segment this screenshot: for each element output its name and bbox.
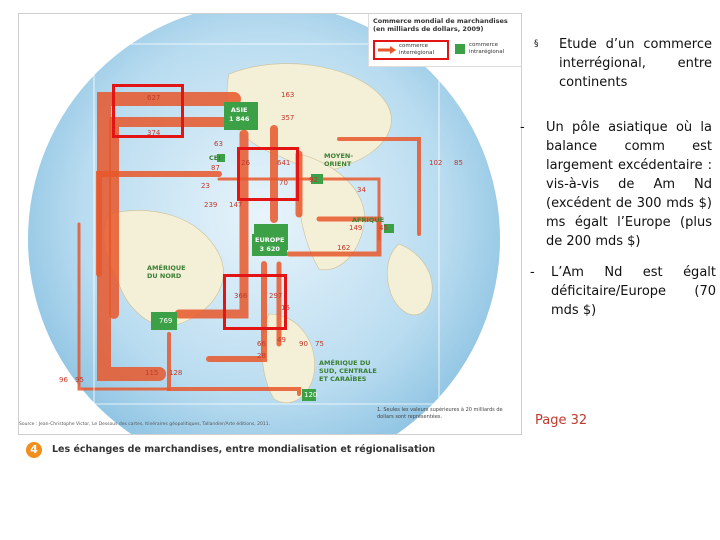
flow-115: 115 bbox=[145, 369, 159, 377]
flow-87: 87 bbox=[211, 164, 220, 172]
flow-28: 28 bbox=[257, 352, 266, 360]
flow-45: 45 bbox=[379, 224, 388, 232]
map-legend bbox=[368, 14, 521, 67]
flow-23: 23 bbox=[201, 182, 210, 190]
trade-map bbox=[18, 13, 522, 435]
flow-85: 85 bbox=[454, 159, 463, 167]
amerique-sud-value: 120 bbox=[304, 391, 318, 399]
flow-641: 641 bbox=[277, 159, 291, 167]
region-afrique: AFRIQUE bbox=[352, 216, 385, 224]
flow-26: 26 bbox=[241, 159, 250, 167]
flow-90: 90 bbox=[299, 340, 308, 348]
flow-102: 102 bbox=[429, 159, 443, 167]
flow-66: 66 bbox=[257, 340, 266, 348]
dash-item-north-america-text: L’Am Nd est égalt déficitaire/Europe (70 mds $) bbox=[551, 265, 716, 318]
globe-graphic bbox=[19, 14, 521, 434]
figure-title: Les échanges de marchandises, entre mondialisation et régionalisation bbox=[52, 444, 436, 455]
europe-label: EUROPE bbox=[255, 236, 285, 244]
flow-95: 95 bbox=[75, 376, 84, 384]
flow-374: 374 bbox=[147, 129, 161, 137]
dash-marker: - bbox=[530, 265, 535, 280]
legend-inter-label: commerce interrégional bbox=[399, 43, 435, 56]
flow-34: 34 bbox=[357, 186, 366, 194]
legend-item-intra bbox=[455, 42, 519, 60]
amerique-nord-value: 769 bbox=[159, 317, 173, 325]
figure-number: 4 bbox=[26, 442, 42, 458]
flow-163: 163 bbox=[281, 91, 295, 99]
flow-147: 147 bbox=[229, 201, 243, 209]
flow-366: 366 bbox=[234, 292, 248, 300]
region-asie bbox=[226, 104, 252, 126]
flow-162: 162 bbox=[337, 244, 351, 252]
flow-92: 92 bbox=[309, 176, 318, 184]
flow-70: 70 bbox=[279, 179, 288, 187]
flow-63: 63 bbox=[214, 140, 223, 148]
legend-intra-label: commerce intrarégional bbox=[469, 42, 505, 55]
bullet-marker: § bbox=[534, 39, 539, 49]
dash-item-asia-text: Un pôle asiatique où la balance comm est largement excédentaire : vis-à-vis de Am Nd (excédent de 300 mds $) ms égalt l’Europe (plus de 200 mds $) bbox=[546, 120, 712, 249]
page-number: Page 32 bbox=[535, 413, 588, 428]
map-footnote: 1. Seules les valeurs supérieures à 20 milliards de dollars sont représentées. bbox=[377, 407, 503, 420]
highlight-box-asia-outflow bbox=[112, 84, 184, 138]
map-source: Source : Jean-Christophe Victor, Le Dessous des cartes, Itinéraires géopolitiques, Tallandier/Arte éditions, 2011. bbox=[19, 422, 270, 427]
legend-item-inter bbox=[373, 40, 449, 60]
region-europe bbox=[252, 234, 287, 256]
asie-value: 1 846 bbox=[229, 115, 250, 123]
highlight-box-asia-europe bbox=[237, 147, 299, 201]
dash-marker: - bbox=[520, 120, 525, 135]
region-amerique-sud: AMÉRIQUE DU SUD, CENTRALE ET CARAÏBES bbox=[319, 359, 377, 383]
flow-49: 49 bbox=[277, 336, 286, 344]
flow-239: 239 bbox=[204, 201, 218, 209]
region-cei: CEI bbox=[209, 154, 221, 162]
flow-15: 15 bbox=[281, 304, 290, 312]
bullet-text: Etude d’un commerce interrégional, entre continents bbox=[559, 37, 712, 90]
region-moyen-orient: MOYEN-ORIENT bbox=[324, 152, 354, 168]
flow-149: 149 bbox=[349, 224, 363, 232]
figure-caption bbox=[18, 440, 520, 462]
flow-96: 96 bbox=[59, 376, 68, 384]
green-square-icon bbox=[455, 44, 465, 54]
flow-75: 75 bbox=[315, 340, 324, 348]
asie-label: ASIE bbox=[230, 106, 248, 114]
flow-627: 627 bbox=[147, 94, 161, 102]
flow-297: 297 bbox=[269, 292, 283, 300]
legend-title: Commerce mondial de marchandises (en milliards de dollars, 2009) bbox=[373, 17, 508, 33]
region-amerique-nord: AMÉRIQUE DU NORD bbox=[147, 264, 186, 280]
europe-value: 3 620 bbox=[259, 245, 280, 253]
highlight-box-north-america-europe bbox=[223, 274, 287, 330]
arrow-icon bbox=[378, 46, 396, 54]
flow-128: 128 bbox=[169, 369, 183, 377]
flow-357: 357 bbox=[281, 114, 295, 122]
